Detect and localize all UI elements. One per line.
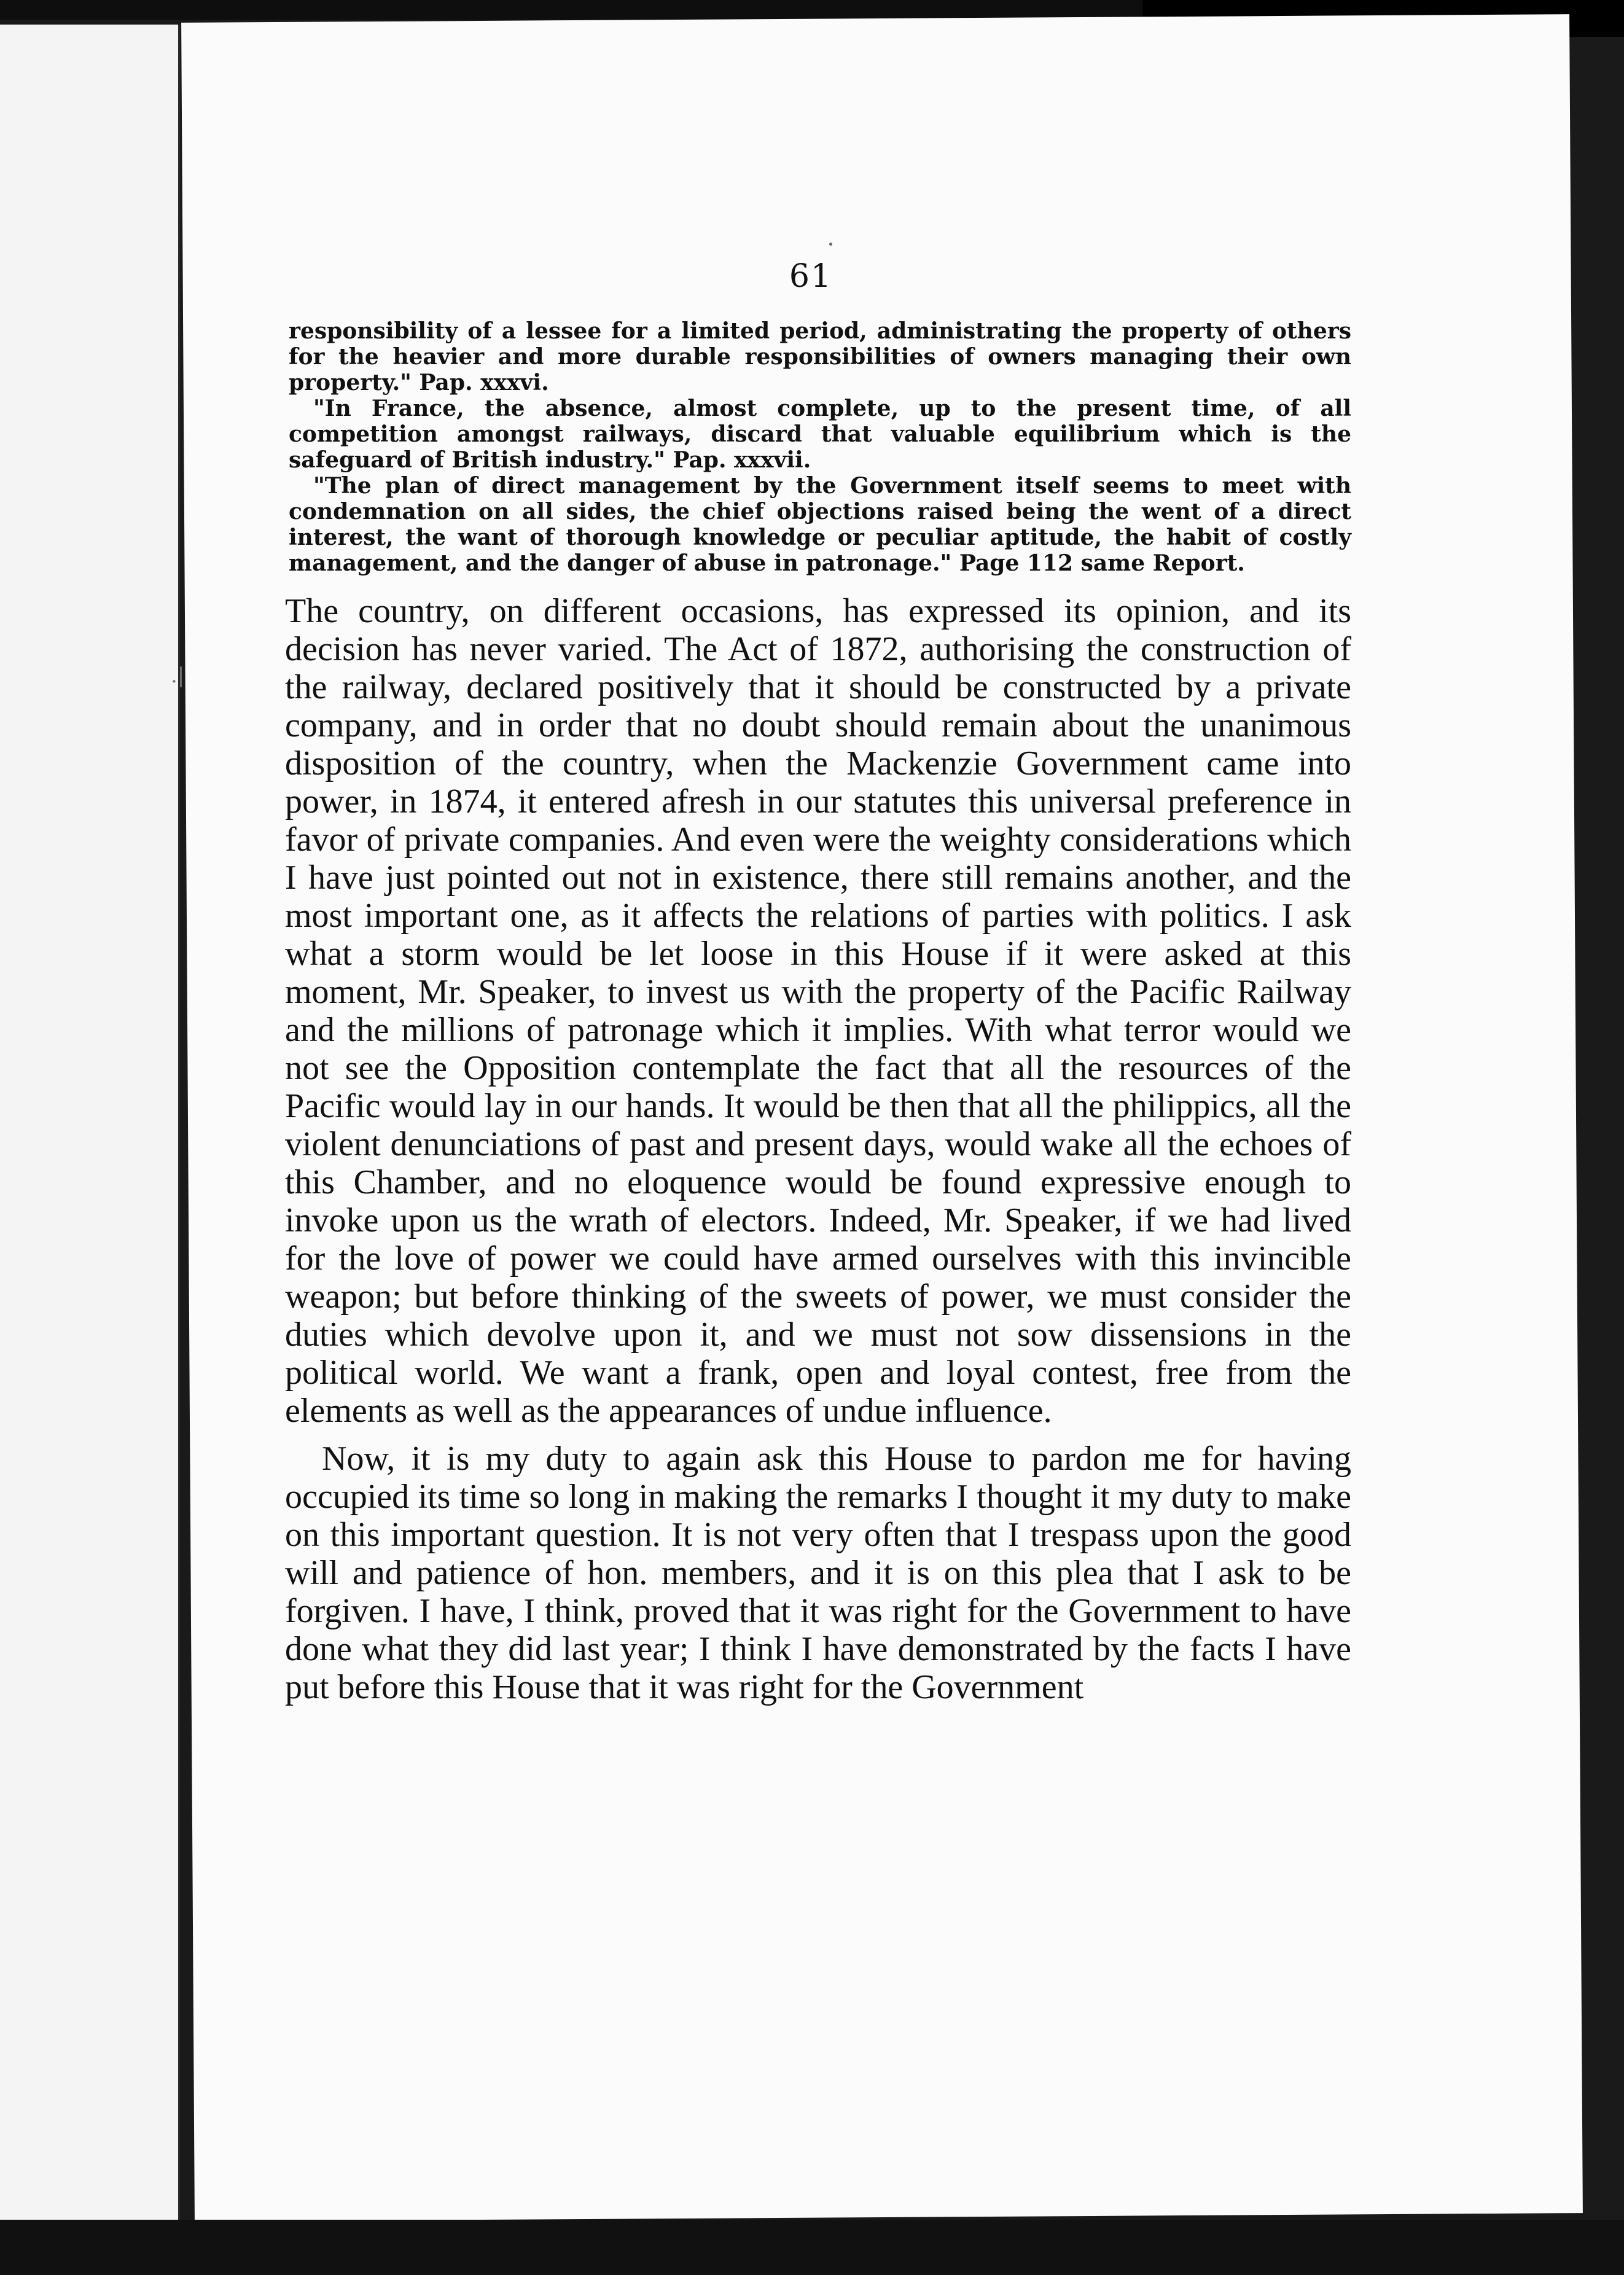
body-text	[246, 592, 1351, 1706]
margin-mark: .|	[171, 663, 185, 688]
left-page	[0, 25, 185, 2236]
speck-mark	[829, 243, 832, 246]
scan-bottom-edge	[0, 2220, 1624, 2275]
body-paragraph: The country, on different occasions, has expressed its opinion, and its decision has never varied. The Act of 1872, authorising the construction of the railway, declared positively that it should be constructed by a private company, and in order that no doubt should remain about the unanimous disposition of the country, when the Mackenzie Government came into power, in 1874, it entered afresh in our statutes this universal preference in favor of private companies. And even were the weighty considerations which I have just pointed out not in existence, there still remains another, and the most important one, as it affects the relations of parties with politics. I ask what a storm would be let loose in this House if it were asked at this moment, Mr. Speaker, to invest us with the property of the Pacific Railway and the millions of patronage which it implies. With what terror would we not see the Opposition contemplate the fact that all the resources of the Pacific would lay in our hands. It would be then that all the philippics, all the violent denunciations of past and present days, would wake all the echoes of this Chamber, and no eloquence would be found expressive enough to invoke upon us the wrath of electors. Indeed, Mr. Speaker, if we had lived for the love of power we could have armed ourselves with this invincible weapon; but before thinking of the sweets of power, we must consider the duties which devolve upon it, and we must not sow dissensions in the political world. We want a frank, open and loyal contest, free from the elements as well as the appearances of undue influence.	[285, 592, 1351, 1430]
quote-paragraph: "The plan of direct management by the Government itself seems to meet with condemnation on all sides, the chief objections raised being the went of a direct interest, the want of thorough knowledge or peculiar aptitude, the habit of costly management, and the danger of abuse in patronage." Page 112 same Report.	[289, 473, 1351, 576]
quote-paragraph: "In France, the absence, almost complete, up to the present time, of all competition amongst railways, discard that valuable equilibrium which is the safeguard of British industry." Pap. xxxvii.	[289, 396, 1351, 473]
page-number: 61	[789, 258, 833, 295]
quote-paragraph: responsibility of a lessee for a limited period, administrating the property of others for the heavier and more durable responsibilities of owners managing their own property." Pap. xxxvi.	[289, 318, 1351, 396]
page-text	[246, 258, 1351, 1716]
quoted-excerpts	[246, 318, 1351, 576]
body-paragraph: Now, it is my duty to again ask this House to pardon me for having occupied its time so long in making the remarks I thought it my duty to make on this important question. It is not very often that I trespass upon the good will and patience of hon. members, and it is on this plea that I ask to be forgiven. I have, I think, proved that it was right for the Government to have done what they did last year; I think I have demonstrated by the facts I have put before this House that it was right for the Government	[285, 1440, 1351, 1706]
